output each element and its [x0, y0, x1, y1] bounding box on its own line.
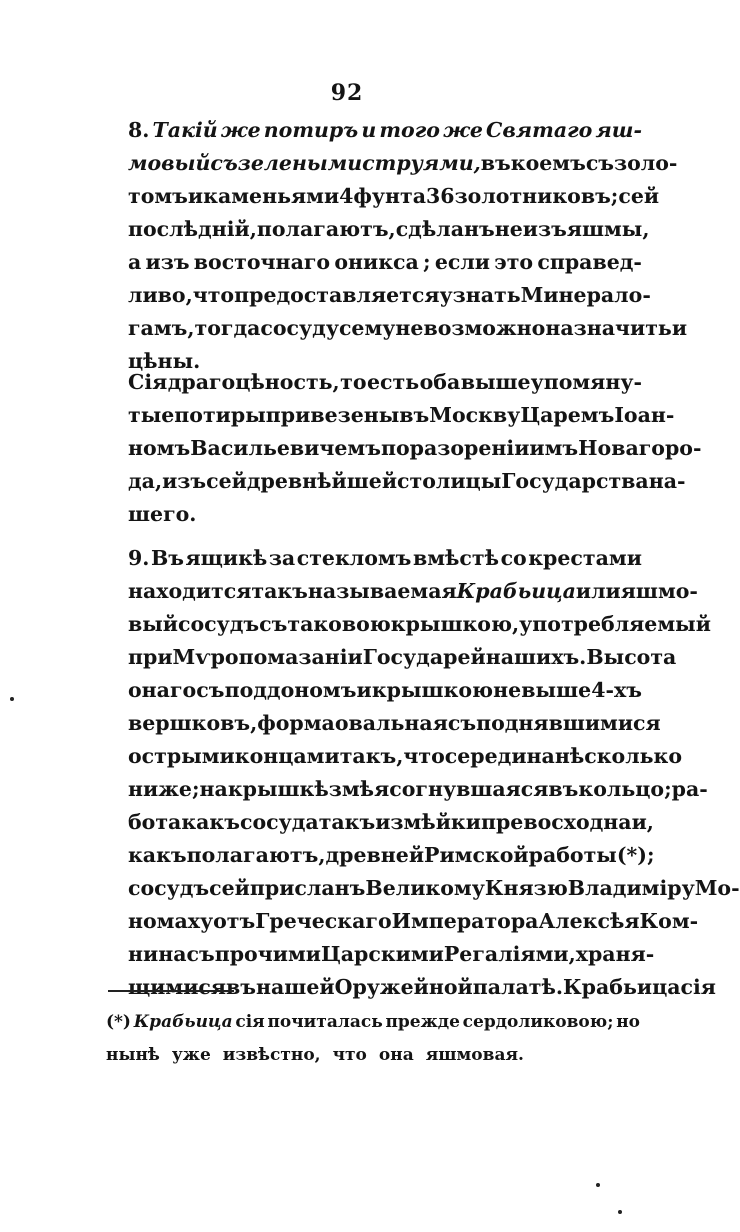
- word: онаго: [128, 678, 197, 702]
- word: яшмовая.: [425, 1045, 524, 1065]
- word: и: [356, 678, 372, 702]
- text-line: [106, 1008, 640, 1041]
- word: Высота: [586, 645, 677, 669]
- paragraph-relic-description: [128, 366, 702, 531]
- word: острыми: [128, 744, 235, 768]
- text-line: [128, 971, 716, 1004]
- paper-speck: [596, 1183, 600, 1187]
- word: же: [443, 118, 483, 142]
- word: яшмы: [566, 217, 643, 241]
- word: сосудъ: [178, 612, 260, 636]
- word: отъ: [213, 909, 256, 933]
- word: разореніи: [409, 436, 530, 460]
- paper-speck: [618, 1210, 622, 1214]
- word: съ: [196, 678, 225, 702]
- word: невозможно: [395, 316, 546, 340]
- word: это: [494, 250, 534, 274]
- word: есть: [367, 370, 420, 394]
- word: золо-: [614, 151, 678, 175]
- word: стекломъ: [296, 546, 412, 570]
- word: древнѣйшей: [246, 469, 398, 493]
- word: крестами: [528, 546, 642, 570]
- word: ,: [568, 942, 576, 966]
- word: оникса: [334, 250, 419, 274]
- word: 9.: [128, 546, 150, 570]
- word: Мѵропомазаніи: [172, 645, 363, 669]
- word: съ: [210, 151, 238, 175]
- word: Крабьица: [133, 1012, 233, 1032]
- word: храня-: [575, 942, 655, 966]
- text-line: [128, 905, 699, 938]
- word: потиры: [174, 403, 266, 427]
- word: змѣя: [328, 777, 390, 801]
- word: ;: [646, 843, 655, 867]
- word: что: [332, 1045, 367, 1065]
- word: при: [128, 645, 173, 669]
- word: ливо: [128, 283, 186, 307]
- word: Оружейной: [334, 975, 473, 999]
- word: форма: [257, 711, 335, 735]
- word: называемая: [307, 579, 457, 603]
- word: не: [494, 217, 523, 241]
- text-line: [128, 674, 642, 707]
- word: употребляемый: [519, 612, 711, 636]
- word: уже: [171, 1045, 211, 1065]
- word: оба: [419, 370, 461, 394]
- word: ра-: [671, 777, 708, 801]
- word: согнувшаяся: [389, 777, 549, 801]
- word: съ: [585, 151, 615, 175]
- word: изъ: [162, 469, 207, 493]
- word: Царскими: [320, 942, 444, 966]
- word: ящикѣ: [185, 546, 268, 570]
- word: золотниковъ;: [454, 184, 619, 208]
- word: щимися: [128, 975, 227, 999]
- word: ,: [250, 711, 258, 735]
- text-line: [128, 872, 740, 905]
- word: сей: [209, 876, 250, 900]
- word: сосуда: [239, 810, 319, 834]
- text-line: [128, 279, 651, 312]
- word: концами: [234, 744, 340, 768]
- text-line: [128, 938, 655, 971]
- footnote-divider: [108, 990, 234, 992]
- word: въ: [399, 403, 430, 427]
- paragraph-item-8: [128, 114, 688, 378]
- word: узнать: [439, 283, 521, 307]
- word: Государей: [362, 645, 486, 669]
- word: съ: [186, 942, 215, 966]
- word: номаху: [128, 909, 214, 933]
- word: съ: [259, 612, 288, 636]
- word: Греческаго: [255, 909, 392, 933]
- word: яш-: [595, 118, 642, 142]
- word: и: [361, 118, 377, 142]
- word: имъ: [529, 436, 579, 460]
- word: крышкою,: [390, 612, 520, 636]
- word: поддономъ: [224, 678, 357, 702]
- word: (*): [106, 1012, 131, 1032]
- word: сдѣланъ: [395, 217, 495, 241]
- paragraph-item-9: [128, 542, 740, 1004]
- word: ,: [642, 217, 650, 241]
- word: потиръ: [263, 118, 359, 142]
- word: бота: [128, 810, 182, 834]
- word: изъ: [522, 217, 567, 241]
- word: Регаліями: [443, 942, 569, 966]
- word: прочими: [214, 942, 321, 966]
- word: восточнаго: [193, 250, 331, 274]
- word: Алексѣя: [538, 909, 640, 933]
- text-line: [128, 399, 675, 432]
- word: справед-: [537, 250, 642, 274]
- word: выше: [521, 678, 592, 702]
- word: сему: [338, 316, 396, 340]
- word: Мо-: [694, 876, 740, 900]
- word: Въ: [150, 546, 184, 570]
- word: яшмо-: [620, 579, 698, 603]
- word: въ: [548, 777, 579, 801]
- text-line: [128, 575, 698, 608]
- word: а: [128, 250, 142, 274]
- text-line: [128, 147, 678, 180]
- word: находится: [128, 579, 252, 603]
- word: сердоликовою;: [462, 1012, 614, 1032]
- word: тые: [128, 403, 175, 427]
- word: фунта: [353, 184, 427, 208]
- word: нашихъ.: [485, 645, 587, 669]
- word: Князю: [484, 876, 568, 900]
- word: или: [575, 579, 621, 603]
- text-line: [128, 432, 702, 465]
- word: такъ: [251, 579, 308, 603]
- word: вершковъ: [128, 711, 251, 735]
- word: она: [378, 1045, 414, 1065]
- word: Такій: [152, 118, 218, 142]
- text-line: [128, 312, 688, 345]
- word: такъ,: [339, 744, 404, 768]
- word: нашей: [256, 975, 335, 999]
- word: превосходна: [480, 810, 632, 834]
- word: и: [375, 810, 391, 834]
- word: ,: [249, 217, 257, 241]
- word: прежде: [385, 1012, 460, 1032]
- word: номъ: [128, 436, 191, 460]
- word: изъ: [145, 250, 190, 274]
- word: съ: [447, 711, 477, 735]
- text-line: [128, 498, 642, 531]
- word: 8.: [128, 118, 150, 142]
- word: же: [220, 118, 261, 142]
- text-line: [128, 114, 642, 147]
- word: ;: [423, 250, 431, 274]
- word: цѣны.: [128, 349, 201, 373]
- word: то: [340, 370, 367, 394]
- word: на-: [648, 469, 686, 493]
- word: нынѣ: [106, 1045, 160, 1065]
- text-line: [128, 542, 642, 575]
- word: да,: [128, 469, 163, 493]
- word: Императора: [391, 909, 539, 933]
- word: древней: [325, 843, 425, 867]
- text-line: [128, 213, 650, 246]
- word: сія: [235, 1012, 265, 1032]
- word: что: [403, 744, 445, 768]
- word: на: [199, 777, 228, 801]
- word: нѣсколько: [554, 744, 683, 768]
- word: полагаютъ,: [256, 217, 396, 241]
- word: каменьями: [203, 184, 340, 208]
- text-line: [128, 806, 654, 839]
- word: коемъ: [510, 151, 586, 175]
- text-line: [128, 740, 683, 773]
- word: Владиміру: [567, 876, 695, 900]
- word: сосуду: [260, 316, 339, 340]
- word: со: [500, 546, 527, 570]
- word: Москву: [429, 403, 521, 427]
- word: Новагоро-: [578, 436, 702, 460]
- word: крышкою: [371, 678, 494, 702]
- word: того: [379, 118, 440, 142]
- text-line: [128, 180, 660, 213]
- word: Римской: [424, 843, 529, 867]
- word: Ком-: [639, 909, 699, 933]
- word: и: [187, 184, 204, 208]
- word: и,: [631, 810, 654, 834]
- text-line: [128, 465, 686, 498]
- word: но: [616, 1012, 640, 1032]
- word: вышеупомяну-: [460, 370, 642, 394]
- word: если: [434, 250, 491, 274]
- text-line: [128, 707, 661, 740]
- word: струями,: [362, 151, 481, 175]
- text-line: [128, 246, 642, 279]
- word: томъ: [128, 184, 188, 208]
- word: таковою: [287, 612, 391, 636]
- word: Сія: [128, 370, 168, 394]
- word: 4: [339, 184, 354, 208]
- text-line: [128, 641, 677, 674]
- word: какъ: [181, 810, 240, 834]
- text-line: [106, 1041, 640, 1074]
- word: въ: [226, 975, 257, 999]
- text-line: [128, 773, 708, 806]
- word: сія: [680, 975, 716, 999]
- word: ниже;: [128, 777, 200, 801]
- word: палатѣ.: [472, 975, 564, 999]
- word: Крабьица: [563, 975, 681, 999]
- footnote: [106, 1008, 640, 1074]
- word: что: [192, 283, 235, 307]
- word: 36: [426, 184, 455, 208]
- word: присланъ: [249, 876, 366, 900]
- word: столицы: [397, 469, 502, 493]
- word: почиталась: [267, 1012, 383, 1032]
- word: тогда: [194, 316, 261, 340]
- word: вый: [128, 612, 178, 636]
- word: предоставляется: [234, 283, 440, 307]
- word: работы: [528, 843, 617, 867]
- word: полагаютъ,: [186, 843, 326, 867]
- text-line: [128, 839, 655, 872]
- word: кольцо;: [578, 777, 672, 801]
- word: драгоцѣность,: [167, 370, 340, 394]
- word: за: [268, 546, 296, 570]
- word: Государства: [501, 469, 649, 493]
- word: Великому: [365, 876, 485, 900]
- word: сосудъ: [128, 876, 210, 900]
- paper-speck: [10, 697, 14, 701]
- word: не: [493, 678, 522, 702]
- word: извѣстно,: [222, 1045, 321, 1065]
- word: нина: [128, 942, 187, 966]
- word: гамъ,: [128, 316, 195, 340]
- word: Крабьица: [456, 579, 576, 603]
- word: (*): [616, 843, 647, 867]
- word: середина: [444, 744, 555, 768]
- word: назначить: [545, 316, 672, 340]
- word: змѣйки: [390, 810, 481, 834]
- word: Святаго: [486, 118, 593, 142]
- word: въ: [480, 151, 511, 175]
- word: какъ: [128, 843, 187, 867]
- text-line: [128, 366, 642, 399]
- word: по: [380, 436, 410, 460]
- word: вмѣстѣ: [412, 546, 500, 570]
- word: сей: [206, 469, 247, 493]
- page-number: 92: [330, 80, 364, 106]
- word: Царемъ: [520, 403, 615, 427]
- word: послѣдній: [128, 217, 250, 241]
- word: сей: [618, 184, 660, 208]
- word: и: [671, 316, 688, 340]
- text-line: [128, 608, 711, 641]
- word: шего.: [128, 502, 197, 526]
- word: крышкѣ: [227, 777, 329, 801]
- word: привезены: [265, 403, 400, 427]
- word: такъ: [318, 810, 376, 834]
- word: мовый: [128, 151, 211, 175]
- word: поднявшимися: [476, 711, 661, 735]
- word: Іоан-: [614, 403, 675, 427]
- word: ,: [185, 283, 193, 307]
- word: 4-хъ: [591, 678, 642, 702]
- word: Минерало-: [520, 283, 651, 307]
- word: зелеными: [237, 151, 363, 175]
- word: овальная: [334, 711, 448, 735]
- word: Васильевичемъ: [190, 436, 381, 460]
